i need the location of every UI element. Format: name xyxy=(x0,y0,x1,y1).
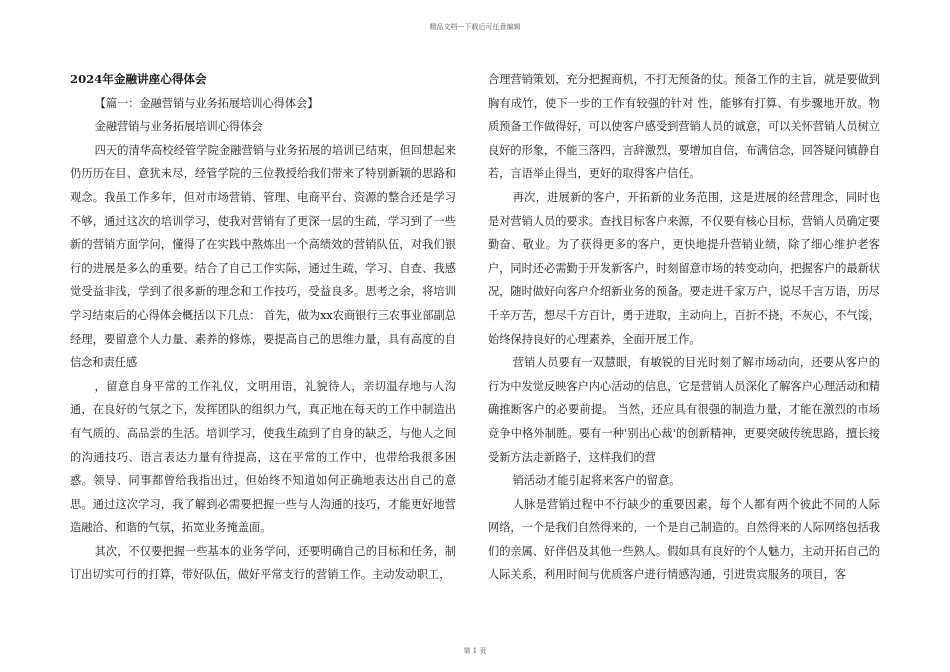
section-subtitle: 金融营销与业务拓展培训心得体会 xyxy=(94,120,263,134)
paragraph: 销活动才能引起将来客户的留意。 xyxy=(512,474,681,488)
paragraph: 其次，不仅要把握一些基本的业务学问，还要明确自己的目标和任务，制订出切实可行的打算，带好队伍，做好平常支行的营销工作。主动发动职工， xyxy=(70,544,456,582)
page-footer: 第 1 页 xyxy=(463,647,487,655)
paragraph: ，留意自身平常的工作礼仪，文明用语，礼貌待人，亲切温存地与人沟通，在良好的气氛之下，发挥团队的组织力气，真正地在每天的工作中制造出有气质的、高品尝的生活。培训学习，使我生疏到了自身的缺乏，与他人之间的沟通技巧、语言表达力量有待提高，这在平常的工作中，也带给我很多困惑。领导、同事都曾给我指出过，但始终不知道如何正确地表达出自己的意思。通过这次学习，我了解到必需要把握一些与人沟通的技巧，才能更好地营造融洽、和谐的气氛，拓宽业务掩盖面。 xyxy=(70,379,456,535)
page-header: 精品文档---下载后可任意编辑 xyxy=(429,23,521,31)
paragraph: 人脉是营销过程中不行缺少的重要因素，每个人都有两个彼此不同的人际网络，一个是我们自然得来的，一个是自己制造的。自然得来的人际网络包括我们的亲属、好伴侣及其他一些熟人。假如具有良好的个人魅力，主动开拓自己的人际关系，利用时间与优质客户进行情感沟通，引进贵宾服务的项目，客 xyxy=(488,497,880,582)
paragraph: 营销人员要有一双慧眼，有敏锐的目光时刻了解市场动向，还要从客户的行为中发觉反映客户内心活动的信息，它是营销人员深化了解客户心理活动和精确推断客户的必要前提。 当然，还应具有很强的制造力量，才能在激烈的市场竞争中格外制胜。要有一种'别出心裁'的创新精神，更要突破传统思路，擅长接受新方法走新路子，这样我们的营 xyxy=(488,356,880,464)
left-column xyxy=(70,68,456,587)
paragraph: 合理营销策划，充分把握商机，不打无预备的仗。预备工作的主旨，就是要做到胸有成竹，使下一步的工作有较强的针对 性，能够有打算、有步骤地开放。物质预备工作做得好，可以使客户感受到营销人员的诚意，可以关怀营销人员树立良好的形象，不能三落四，言辞激烈，要增加自信，布满信念，回答疑问镇静自若，言语举止得当，更好的取得客户信任。 xyxy=(488,73,880,181)
paragraph: 四天的清华高校经管学院金融营销与业务拓展的培训已结束，但回想起来仍历历在目、意犹未尽，经管学院的三位教授给我们带来了特别新颖的思路和观念。我虽工作多年，但对市场营销、管理、电商平台、资源的整合还是学习不够，通过这次的培训学习，使我对营销有了更深一层的生疏，学习到了一些新的营销方面学问，懂得了在实践中熬炼出一个高绩效的营销队伍，对我们银行的进展是多么的重要。结合了自己工作实际，通过生疏，学习、自查、我感觉受益非浅，学到了很多新的理念和工作技巧，受益良多。思考之余，将培训学习结束后的心得体会概括以下几点： 首先，做为xx农商银行三农事业部副总经理，要留意个人力量、素养的修炼，要提高自己的思维力量，具有高度的自信念和责任感 xyxy=(70,143,456,370)
paragraph: 再次，进展新的客户，开拓新的业务范围，这是进展的经营理念，同时也是对营销人员的要求。查找目标客户来源，不仅要有核心目标，营销人员确定要勤奋、敬业。为了获得更多的客户，更快地提升营销业绩，除了细心维护老客户，同时还必需勤于开发新客户，时刻留意市场的转变动向，把握客户的最新状况，随时做好向客户介绍新业务的预备。要走进千家万户，说尽千言万语，历尽千辛万苦，想尽千方百计，勇于进取，主动向上，百折不挠，不灰心，不气馁，始终保持良好的心理素养，全面开展工作。 xyxy=(488,190,880,346)
document-title: 2024年金融讲座心得体会 xyxy=(70,72,207,86)
right-column xyxy=(488,68,880,587)
section-heading: 【篇一：金融营销与业务拓展培训心得体会】 xyxy=(94,96,319,110)
